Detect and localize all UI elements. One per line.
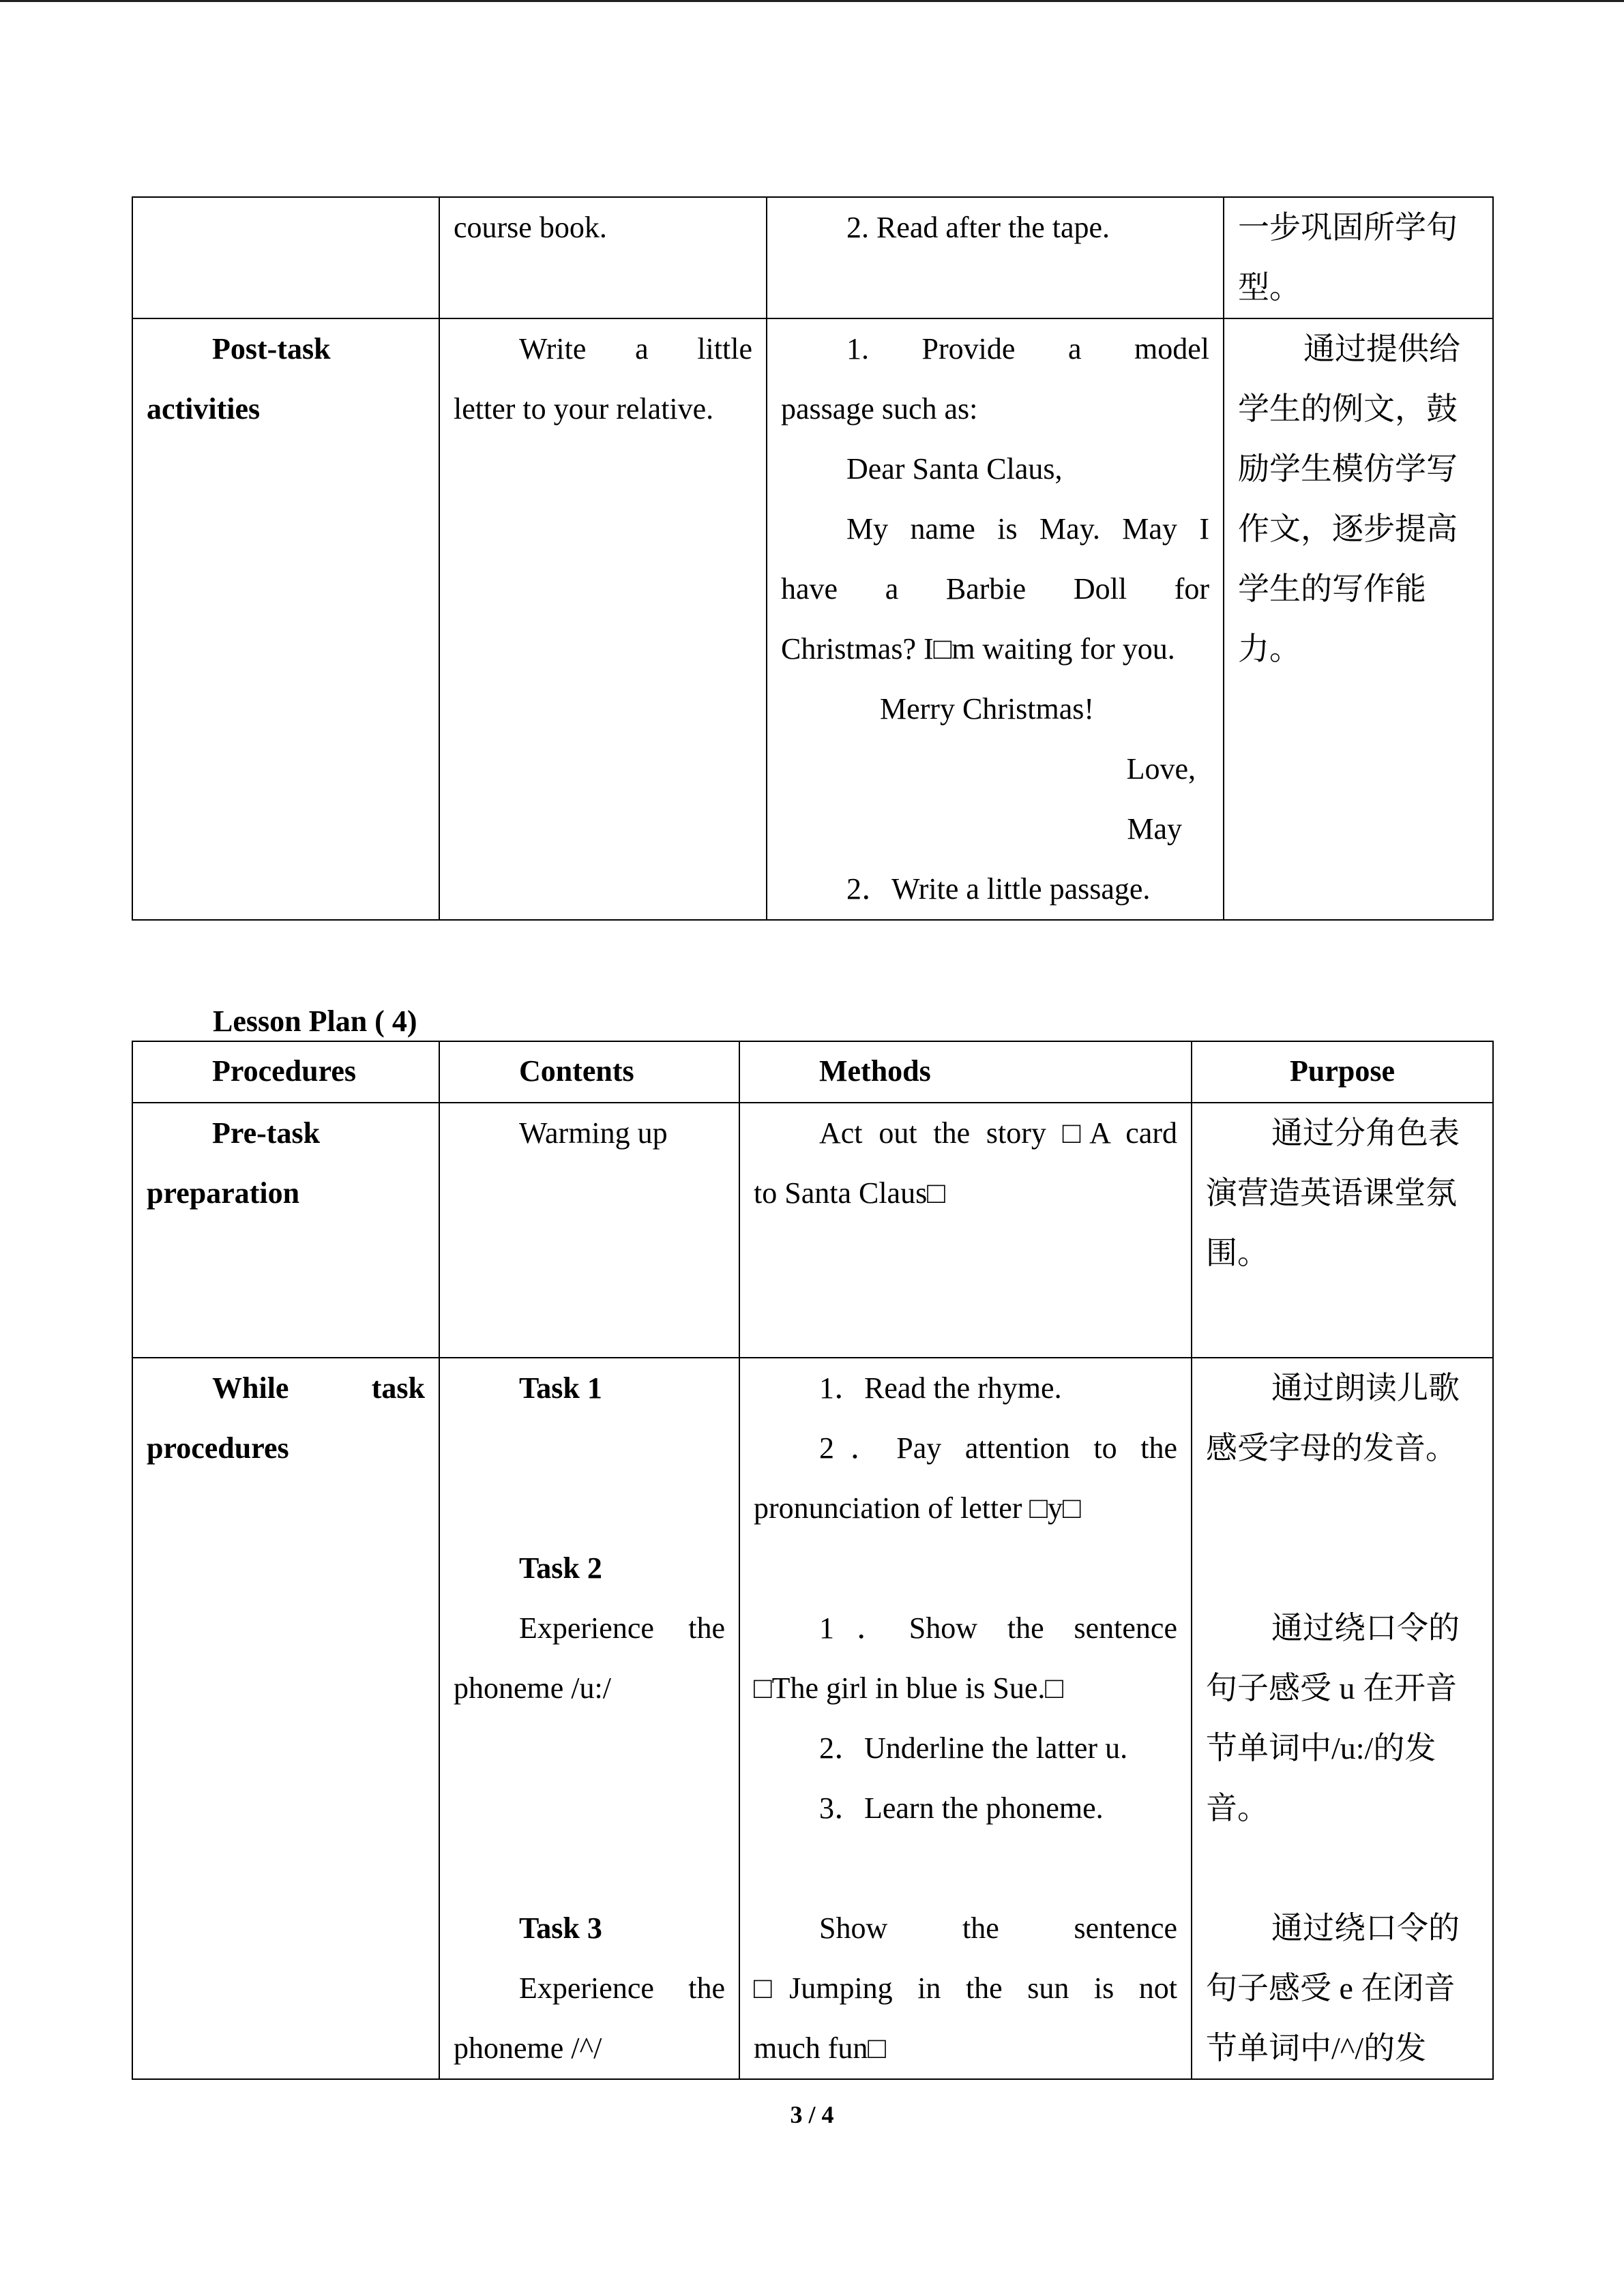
purpose-line: 句子感受 e 在闭音 xyxy=(1206,1971,1456,2006)
method-cell xyxy=(767,318,1224,920)
procedure-text: Post-task xyxy=(212,332,331,366)
method-text: to Santa Claus□ xyxy=(754,1176,945,1210)
task-title: Task 1 xyxy=(519,1371,602,1405)
method-cell xyxy=(767,197,1224,318)
purpose-line: 围。 xyxy=(1206,1236,1269,1270)
purpose-line: 通过提供给 xyxy=(1303,331,1460,366)
header-procedures: Procedures xyxy=(212,1054,356,1088)
procedure-cell xyxy=(132,197,439,318)
method-text: passage such as: xyxy=(781,392,978,426)
letter-closing: Merry Christmas! xyxy=(880,692,1095,726)
column-header xyxy=(1192,1041,1493,1103)
table-row xyxy=(132,1103,1493,1358)
purpose-line: 通过绕口令的 xyxy=(1271,1611,1460,1645)
table-row xyxy=(132,318,1493,920)
column-header xyxy=(132,1041,439,1103)
method-text: □The girl in blue is Sue.□ xyxy=(754,1671,1063,1705)
content-text: course book. xyxy=(454,211,607,244)
letter-body: Christmas? I□m waiting for you. xyxy=(781,632,1175,666)
purpose-cell xyxy=(1192,1358,1493,2079)
purpose-line: 学生的例文，鼓 xyxy=(1238,391,1458,426)
method-text: 1．Show the sentence xyxy=(819,1611,1177,1645)
purpose-cell xyxy=(1224,318,1493,920)
lesson-table-continued xyxy=(132,196,1494,921)
purpose-line: 节单词中/u:/的发 xyxy=(1206,1731,1436,1765)
method-cell xyxy=(739,1103,1192,1358)
header-contents: Contents xyxy=(519,1054,634,1088)
content-text: Experience the xyxy=(519,1971,725,2005)
purpose-line: 通过朗读儿歌 xyxy=(1271,1371,1460,1405)
task-title: Task 3 xyxy=(519,1911,602,1945)
purpose-line: 通过绕口令的 xyxy=(1271,1911,1460,1945)
purpose-line: 力。 xyxy=(1238,631,1301,666)
table-row xyxy=(132,197,1493,318)
method-text: 1．Read the rhyme. xyxy=(819,1371,1062,1405)
content-cell xyxy=(439,1103,739,1358)
procedure-cell xyxy=(132,318,439,920)
page-top-border xyxy=(0,0,1624,2)
purpose-line: 通过分角色表 xyxy=(1271,1116,1460,1150)
purpose-line: 作文，逐步提高 xyxy=(1238,511,1458,546)
procedure-text: While task xyxy=(212,1371,425,1405)
lesson-plan-table xyxy=(132,1041,1494,2080)
content-cell xyxy=(439,197,767,318)
letter-body: have a Barbie Doll for xyxy=(781,572,1209,606)
purpose-line: 一步巩固所学句 xyxy=(1238,210,1458,245)
content-text: letter to your relative. xyxy=(454,392,714,426)
method-text: 2．Underline the latter u. xyxy=(819,1731,1128,1765)
purpose-line: 型。 xyxy=(1238,270,1301,305)
header-methods: Methods xyxy=(819,1054,931,1088)
purpose-line: 感受字母的发音。 xyxy=(1206,1431,1457,1465)
column-header xyxy=(439,1041,739,1103)
table-row xyxy=(132,1358,1493,2079)
procedure-text: activities xyxy=(147,392,261,426)
task-title: Task 2 xyxy=(519,1551,602,1585)
purpose-line: 句子感受 u 在开音 xyxy=(1206,1671,1457,1705)
header-purpose: Purpose xyxy=(1290,1054,1395,1088)
purpose-cell xyxy=(1192,1103,1493,1358)
purpose-line: 演营造英语课堂氛 xyxy=(1206,1176,1457,1210)
content-text: phoneme /^/ xyxy=(454,2031,602,2065)
purpose-line: 学生的写作能 xyxy=(1238,571,1426,606)
method-cell xyxy=(739,1358,1192,2079)
content-text: Write a little xyxy=(519,332,752,366)
content-text: phoneme /u:/ xyxy=(454,1671,611,1705)
letter-body: My name is May. May I xyxy=(846,512,1209,546)
method-text: 2．Write a little passage. xyxy=(846,872,1151,906)
content-text: Experience the xyxy=(519,1611,725,1645)
letter-love: Love, xyxy=(1126,752,1196,786)
method-text: □Jumping in the sun is not xyxy=(754,1971,1177,2005)
table-header-row xyxy=(132,1041,1493,1103)
purpose-line: 节单词中/^/的发 xyxy=(1206,2031,1427,2066)
letter-greeting: Dear Santa Claus, xyxy=(846,452,1063,486)
page-number: 3 / 4 xyxy=(790,2101,834,2128)
purpose-cell xyxy=(1224,197,1493,318)
method-text: 2．Pay attention to the xyxy=(819,1431,1177,1465)
letter-name: May xyxy=(1127,812,1182,846)
content-text: Warming up xyxy=(519,1116,668,1150)
method-text: 1. Provide a model xyxy=(846,332,1209,366)
procedure-cell xyxy=(132,1358,439,2079)
column-header xyxy=(739,1041,1192,1103)
procedure-text: preparation xyxy=(147,1176,300,1210)
method-text: much fun□ xyxy=(754,2031,886,2065)
procedure-text: Pre-task xyxy=(212,1116,321,1150)
method-text: 3．Learn the phoneme. xyxy=(819,1791,1104,1825)
method-text: Act out the story □A card xyxy=(819,1116,1177,1150)
purpose-line: 音。 xyxy=(1206,1791,1269,1825)
content-cell xyxy=(439,318,767,920)
purpose-line: 励学生模仿学写 xyxy=(1238,451,1458,486)
content-cell xyxy=(439,1358,739,2079)
method-text: 2. Read after the tape. xyxy=(846,211,1110,244)
method-text: pronunciation of letter □y□ xyxy=(754,1491,1081,1525)
lesson-plan-title: Lesson Plan ( 4) xyxy=(213,1004,417,1038)
method-text: Show the sentence xyxy=(819,1911,1177,1945)
procedure-text: procedures xyxy=(147,1431,289,1465)
procedure-cell xyxy=(132,1103,439,1358)
